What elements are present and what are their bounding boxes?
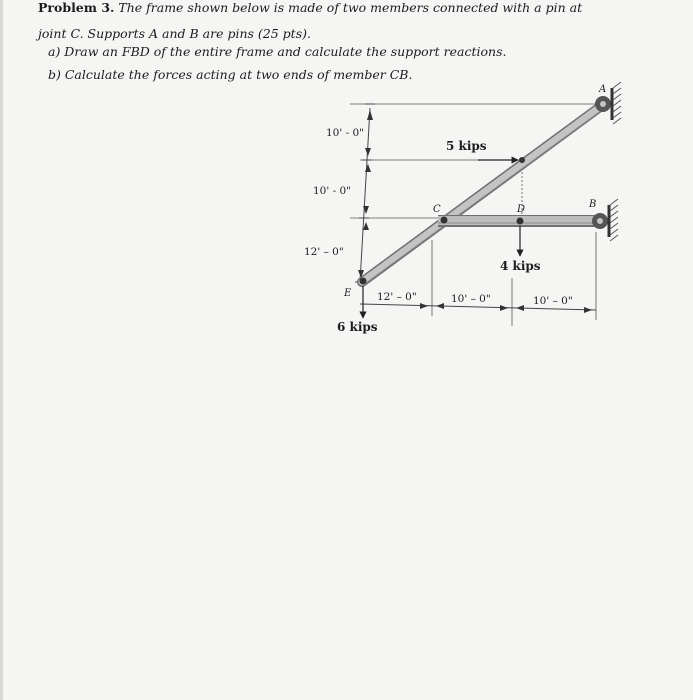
node-label-b: B xyxy=(589,199,597,210)
problem-statement-1: The frame shown below is made of two members connected with a pin at xyxy=(118,0,583,15)
vertical-dim-label-2: 10' - 0" xyxy=(313,185,351,197)
problem-statement-2: joint C. Supports A and B are pins (25 pts). xyxy=(38,26,311,41)
pin-e xyxy=(360,278,367,285)
pin-load-point xyxy=(519,157,525,163)
load-label-5kips: 5 kips xyxy=(446,139,487,153)
load-label-6kips: 6 kips xyxy=(337,320,378,334)
node-label-e: E xyxy=(344,288,352,299)
member-ea xyxy=(362,104,606,283)
node-label-d: D xyxy=(517,204,526,215)
load-label-4kips: 4 kips xyxy=(500,259,541,273)
pin-c xyxy=(441,217,448,224)
node-label-c: C xyxy=(433,204,441,215)
pin-d xyxy=(517,218,524,225)
node-label-a: A xyxy=(599,84,607,95)
problem-label: Problem 3. xyxy=(38,0,115,15)
problem-part-a: a) Draw an FBD of the entire frame and calculate the support reactions. xyxy=(48,44,507,59)
problem-part-b: b) Calculate the forces acting at two ends of member CB. xyxy=(48,67,413,82)
vertical-dim-label-1: 10' - 0" xyxy=(326,127,364,139)
horizontal-dim-label-1: 12' – 0" xyxy=(377,291,417,303)
horizontal-dim-label-3: 10' – 0" xyxy=(533,295,573,307)
vertical-dim-label-3: 12' – 0" xyxy=(304,246,344,258)
horizontal-dim-label-2: 10' – 0" xyxy=(451,293,491,305)
